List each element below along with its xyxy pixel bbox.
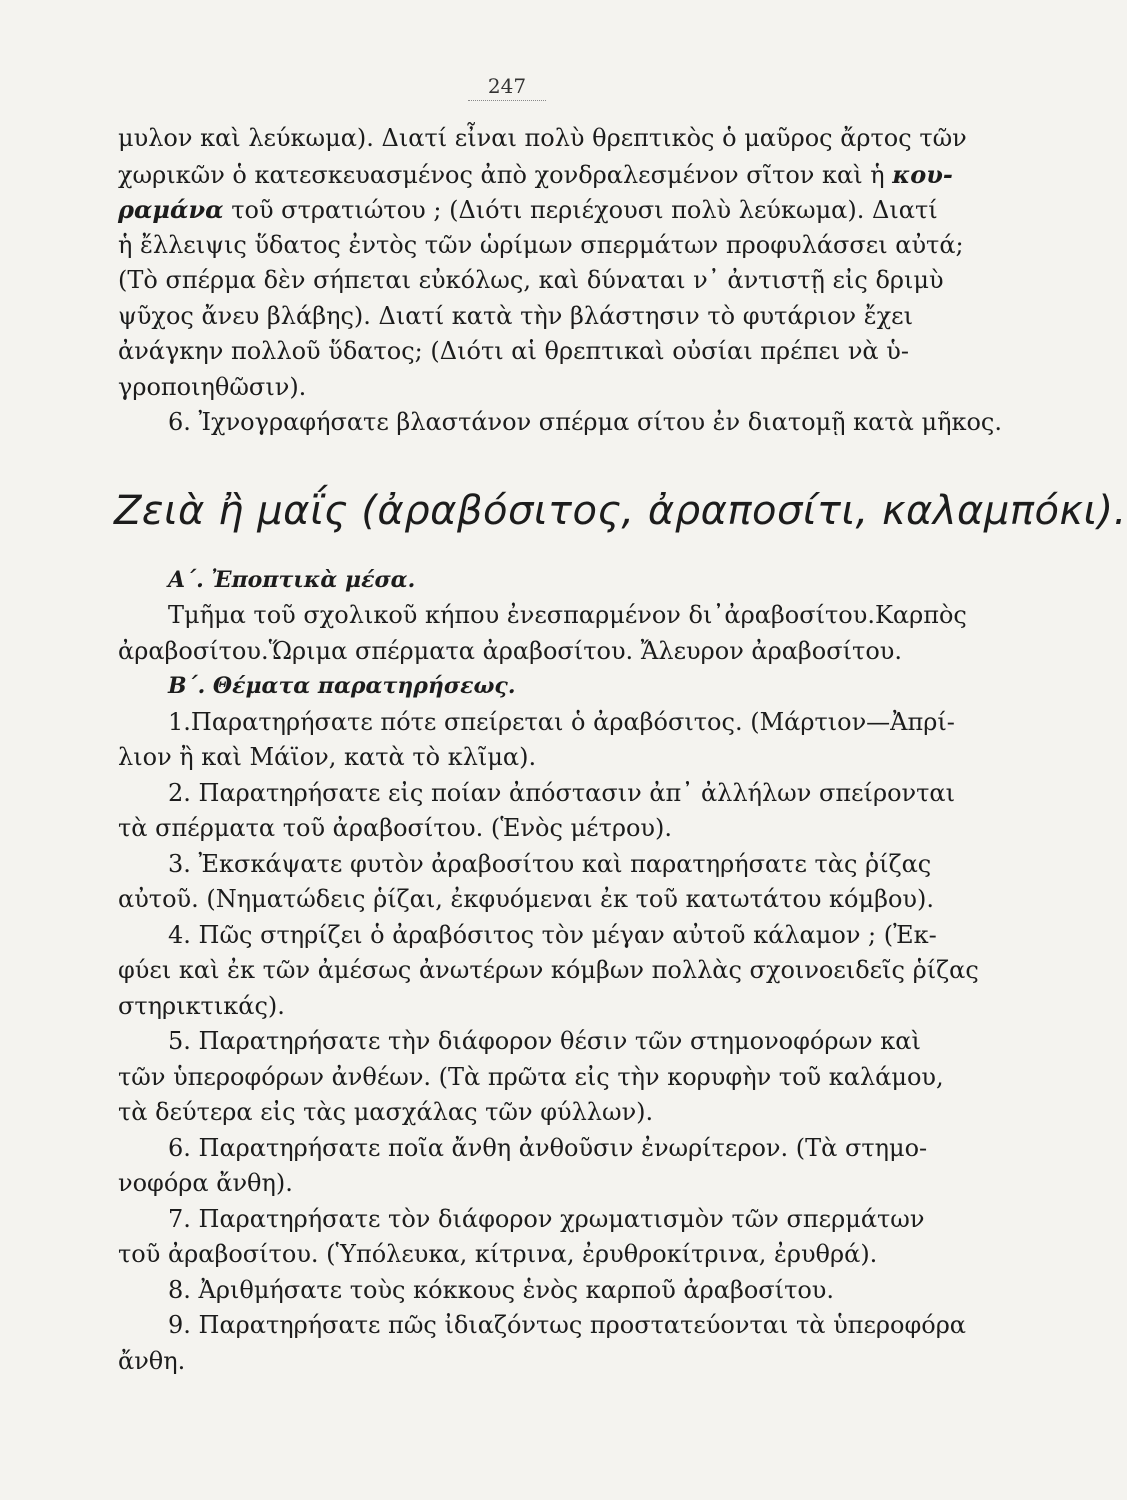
- text-line: τὰ σπέρματα τοῦ ἀραβοσίτου. (Ἑνὸς μέτρου).: [118, 814, 673, 842]
- text-line: (Τὸ σπέρμα δὲν σήπεται εὐκόλως, καὶ δύναται ν᾽ ἀντιστῇ εἰς δριμὺ: [118, 266, 944, 294]
- text-line: στηρικτικάς).: [118, 991, 285, 1020]
- text-line: 3. Ἐκσκάψατε φυτὸν ἀραβοσίτου καὶ παρατηρήσατε τὰς ῥίζας: [168, 849, 932, 878]
- text-line: ἄνθη.: [118, 1346, 186, 1375]
- text-line: 2. Παρατηρήσατε εἰς ποίαν ἀπόστασιν ἀπ᾽ ἀλλήλων σπείρονται: [168, 778, 955, 807]
- text-line: ἡ ἔλλειψις ὕδατος ἐντὸς τῶν ὡρίμων σπερμάτων προφυλάσσει αὐτά;: [118, 230, 964, 259]
- text-segment: τοῦ στρατιώτου ; (Διότι περιέχουσι πολὺ λεύκωμα). Διατί: [231, 196, 938, 224]
- text-line: [118, 157, 953, 193]
- text-line: τὰ δεύτερα εἰς τὰς μασχάλας τῶν φύλλων).: [118, 1098, 654, 1126]
- text-line: γροποιηθῶσιν).: [118, 372, 307, 401]
- list-item: [118, 847, 935, 918]
- subsection-title-b: Β΄. Θέματα παρατηρήσεως.: [168, 673, 516, 699]
- body-text: [114, 121, 1127, 1379]
- text-line: [118, 192, 938, 228]
- text-segment: χωρικῶν ὁ κατεσκευασμένος ἀπὸ χονδραλεσμένον σῖτον καὶ ἡ: [118, 160, 885, 189]
- text-line: 8. Ἀριθμήσατε τοὺς κόκκους ἑνὸς καρποῦ ἀραβοσίτου.: [168, 1275, 835, 1304]
- list-item: [118, 1273, 896, 1309]
- text-line: Τμῆμα τοῦ σχολικοῦ κήπου ἐνεσπαρμένον δι᾽ἀραβοσίτου.Καρπὸς: [168, 601, 967, 629]
- text-line: 4. Πῶς στηρίζει ὁ ἀραβόσιτος τὸν μέγαν αὐτοῦ κάλαμον ; (Ἐκ-: [168, 920, 937, 949]
- text-line: μυλον καὶ λεύκωμα). Διατί εἶναι πολὺ θρεπτικὸς ὁ μαῦρος ἄρτος τῶν: [118, 124, 967, 152]
- page-number: [118, 74, 896, 101]
- text-line: ψῦχος ἄνευ βλάβης). Διατί κατὰ τὴν βλάστησιν τὸ φυτάριον ἔχει: [118, 301, 914, 330]
- text-line: 7. Παρατηρήσατε τὸν διάφορον χρωματισμὸν τῶν σπερμάτων: [168, 1204, 925, 1233]
- list-item: [118, 1024, 944, 1131]
- text-line: ἀραβοσίτου.Ὥριμα σπέρματα ἀραβοσίτου. Ἄλευρον ἀραβοσίτου.: [118, 636, 902, 665]
- text-line: τοῦ ἀραβοσίτου. (Ὑπόλευκα, κίτρινα, ἐρυθροκίτρινα, ἐρυθρά).: [118, 1240, 878, 1268]
- text-line: λιον ἢ καὶ Μάϊον, κατὰ τὸ κλῖμα).: [118, 743, 537, 771]
- text-line: νοφόρα ἄνθη).: [118, 1169, 293, 1197]
- text-line: αὐτοῦ. (Νηματώδεις ῥίζαι, ἐκφυόμεναι ἐκ τοῦ κατωτάτου κόμβου).: [118, 885, 935, 913]
- list-item: [118, 1131, 928, 1202]
- text-line: 1.Παρατηρήσατε πότε σπείρεται ὁ ἀραβόσιτος. (Μάρτιον—Ἀπρί-: [168, 707, 955, 736]
- list-item: [118, 1308, 967, 1379]
- page-number-text: 247: [468, 74, 546, 101]
- list-item: [118, 776, 955, 847]
- subsection-title-a: Α΄. Ἐποπτικὰ μέσα.: [168, 566, 416, 593]
- text-line: τῶν ὑπεροφόρων ἀνθέων. (Τὰ πρῶτα εἰς τὴν κορυφὴν τοῦ καλάμου,: [118, 1062, 944, 1091]
- text-line: 6. Ἰχνογραφήσατε βλαστάνον σπέρμα σίτου ἐν διατομῇ κατὰ μῆκος.: [168, 408, 1002, 436]
- text-line: 6. Παρατηρήσατε ποῖα ἄνθη ἀνθοῦσιν ἐνωρίτερον. (Τὰ στημο-: [168, 1133, 928, 1162]
- list-item: [118, 918, 979, 1025]
- emphasized-term: ραμάνα: [118, 195, 224, 224]
- text-line: 9. Παρατηρήσατε πῶς ἰδιαζόντως προστατεύονται τὰ ὑπεροφόρα: [168, 1311, 967, 1339]
- text-line: ἀνάγκην πολλοῦ ὕδατος; (Διότι αἱ θρεπτικαὶ οὐσίαι πρέπει νὰ ὑ-: [118, 337, 909, 365]
- text-line: 5. Παρατηρήσατε τὴν διάφορον θέσιν τῶν στημονοφόρων καὶ: [168, 1027, 921, 1055]
- section-heading: Ζειὰ ἢ μαΐς (ἀραβόσιτος, ἀραποσίτι, καλαμπόκι).: [114, 487, 1127, 534]
- list-item: [118, 705, 955, 776]
- emphasized-term: κου-: [892, 159, 953, 189]
- list-item: [118, 1202, 925, 1273]
- text-line: φύει καὶ ἐκ τῶν ἀμέσως ἀνωτέρων κόμβων πολλὰς σχοινοειδεῖς ῥίζας: [118, 956, 979, 984]
